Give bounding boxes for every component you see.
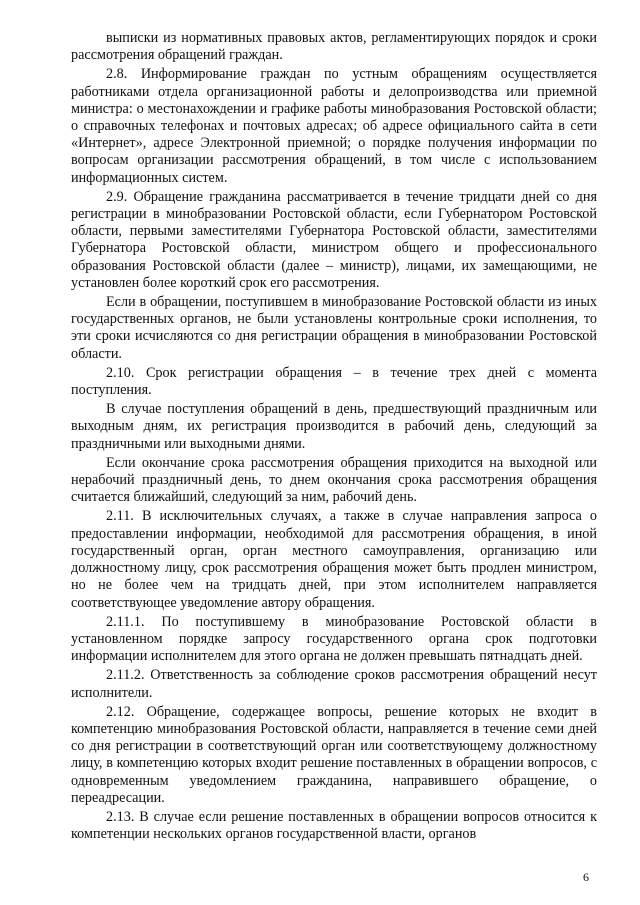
paragraph-2-11-1: 2.11.1. По поступившему в минобразование Ростовской области в установленном порядке запросу государственного органа срок подготовки информации исполнителем для этого органа не должен превышать пятнадцать дней. bbox=[71, 613, 597, 665]
paragraph-2-12: 2.12. Обращение, содержащее вопросы, решение которых не входит в компетенцию минобразования Ростовской области, направляется в течение семи дней со дня регистрации в соответствующий орган или соответствующему должностному лицу, в компетенцию которых входит решение поставленных в обращении вопросов, с одновременным уведомлением гражданина, направившего обращение, о переадресации. bbox=[71, 703, 597, 806]
paragraph-2-11-2: 2.11.2. Ответственность за соблюдение сроков рассмотрения обращений несут исполнители. bbox=[71, 667, 597, 701]
document-page bbox=[71, 30, 597, 845]
paragraph-2-8: 2.8. Информирование граждан по устным обращениям осуществляется работниками отдела организационной работы и делопроизводства или приемной министра: о местонахождении и графике работы минобразования Ростовской области; о справочных телефонах и почтовых адресах; об адресе официального сайта в сети «Интернет», адресе Электронной приемной; о порядке получения информации по вопросам организации рассмотрения обращений, в том числе с использованием информационных систем. bbox=[71, 66, 597, 186]
paragraph-2-10-b: В случае поступления обращений в день, предшествующий праздничным или выходным дням, их регистрация производится в рабочий день, следующий за праздничными или выходными днями. bbox=[71, 401, 597, 452]
paragraph-2-10-c: Если окончание срока рассмотрения обращения приходится на выходной или нерабочий праздничный день, то днем окончания срока рассмотрения обращения считается ближайший, следующий за ним, рабочий день. bbox=[71, 454, 597, 506]
paragraph-2-13: 2.13. В случае если решение поставленных в обращении вопросов относится к компетенции нескольких органов государственной власти, органов bbox=[71, 808, 597, 843]
paragraph-2-10: 2.10. Срок регистрации обращения – в течение трех дней с момента поступления. bbox=[71, 364, 597, 399]
paragraph-2-11: 2.11. В исключительных случаях, а также в случае направления запроса о предоставлении информации, необходимой для рассмотрения обращения, в иной государственный орган, орган местного самоуправления, организацию или должностному лицу, срок рассмотрения обращения может быть продлен министром, но не более чем на тридцать дней, при этом исполнителем направляется соответствующее уведомление автору обращения. bbox=[71, 508, 597, 611]
page-number: 6 bbox=[583, 870, 589, 884]
paragraph-continuation: выписки из нормативных правовых актов, регламентирующих порядок и сроки рассмотрения обращений граждан. bbox=[71, 30, 597, 64]
paragraph-2-9: 2.9. Обращение гражданина рассматривается в течение тридцати дней со дня регистрации в минобразовании Ростовской области, если Губернатором Ростовской области, первыми заместителями Губернатора Ростовской области, заместителями Губернатора Ростовской области, министром общего и профессионального образования Ростовской области (далее – министр), лицами, их замещающими, не установлен более короткий срок его рассмотрения. bbox=[71, 188, 597, 291]
paragraph-2-9-b: Если в обращении, поступившем в минобразование Ростовской области из иных государственных органов, не были установлены контрольные сроки исполнения, то эти сроки исчисляются со дня регистрации обращения в минобразовании Ростовской области. bbox=[71, 294, 597, 362]
